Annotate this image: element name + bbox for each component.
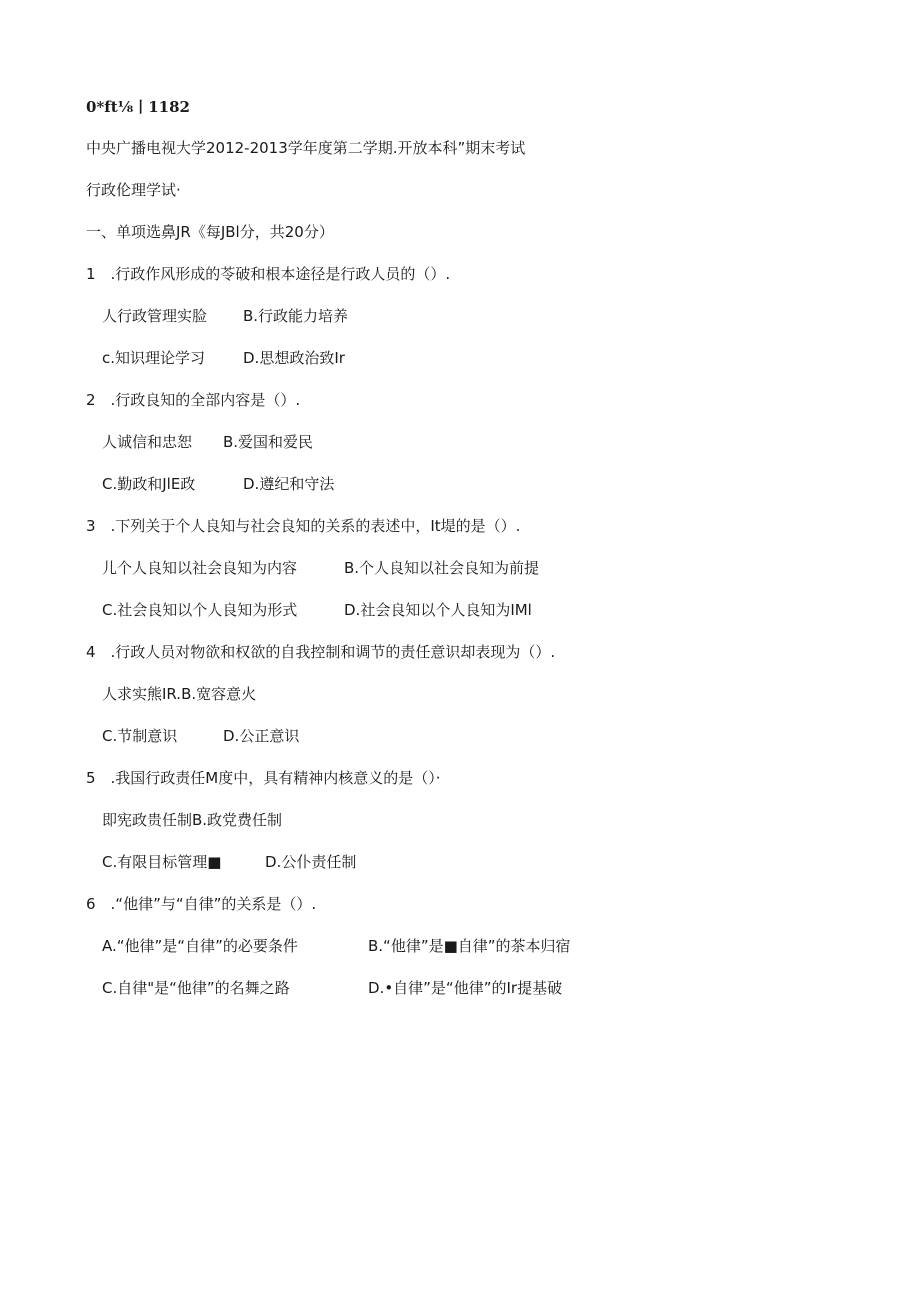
- question-stem: 5 .我国行政责任M度中，具有精神内核意义的是（）·: [86, 769, 441, 787]
- question-stem: 3 .下列关于个人良知与社会良知的关系的表述中，It堤的是（）.: [86, 517, 521, 535]
- option-ab: 即宪政贵任制B.政党费任制: [102, 811, 283, 829]
- question-stem: 6 .“他律”与“自律”的关系是（）.: [86, 895, 317, 913]
- option-b: B.行政能力培养: [243, 307, 349, 325]
- option-c: c.知识理论学习: [102, 349, 206, 367]
- option-d: D.思想政治致Ir: [243, 349, 345, 367]
- option-c: C.勤政和JlE政: [102, 475, 196, 493]
- option-d: D.公仆责任制: [265, 853, 357, 871]
- option-c: C.有限目标管理■: [102, 853, 222, 871]
- option-a: 儿个人良知以社会良知为内容: [102, 559, 298, 577]
- option-d: D.公正意识: [223, 727, 300, 745]
- exam-title: 中央广播电视大学2012-2013学年度第二学期.开放本科”期末考试: [86, 139, 526, 157]
- question-stem: 4 .行政人员对物欲和权欲的自我控制和调节的责任意识却表现为（）.: [86, 643, 556, 661]
- option-a: 人行政管理实脸: [102, 307, 208, 325]
- paper-code: 0*ft⅛丨1182: [86, 98, 190, 116]
- option-a: 人诚信和忠恕: [102, 433, 193, 451]
- subject-title: 行政伦理学试·: [86, 181, 181, 199]
- question-stem: 2 .行政良知的全部内容是（）.: [86, 391, 301, 409]
- option-a: A.“他律”是“自律”的必要条件: [102, 937, 298, 955]
- option-b: B.个人良知以社会良知为前提: [344, 559, 540, 577]
- option-ab: 人求实熊IR.B.宽容意火: [102, 685, 257, 703]
- section-title: 一、单项选鼻JR《每JBl分，共20分）: [86, 223, 334, 241]
- option-d: D.遵纪和守法: [243, 475, 335, 493]
- option-c: C.节制意识: [102, 727, 178, 745]
- option-b: B.“他律”是■自律”的茶本归宿: [368, 937, 571, 955]
- option-b: B.爱国和爱民: [223, 433, 314, 451]
- option-d: D.社会良知以个人良知为IMl: [344, 601, 532, 619]
- question-stem: 1 .行政作风形成的苓破和根本途径是行政人员的（）.: [86, 265, 451, 283]
- option-c: C.社会良知以个人良知为形式: [102, 601, 298, 619]
- option-c: C.自律"是“他律”的名舞之路: [102, 979, 290, 997]
- option-d: D.•自律”是“他律”的Ir提基破: [368, 979, 563, 997]
